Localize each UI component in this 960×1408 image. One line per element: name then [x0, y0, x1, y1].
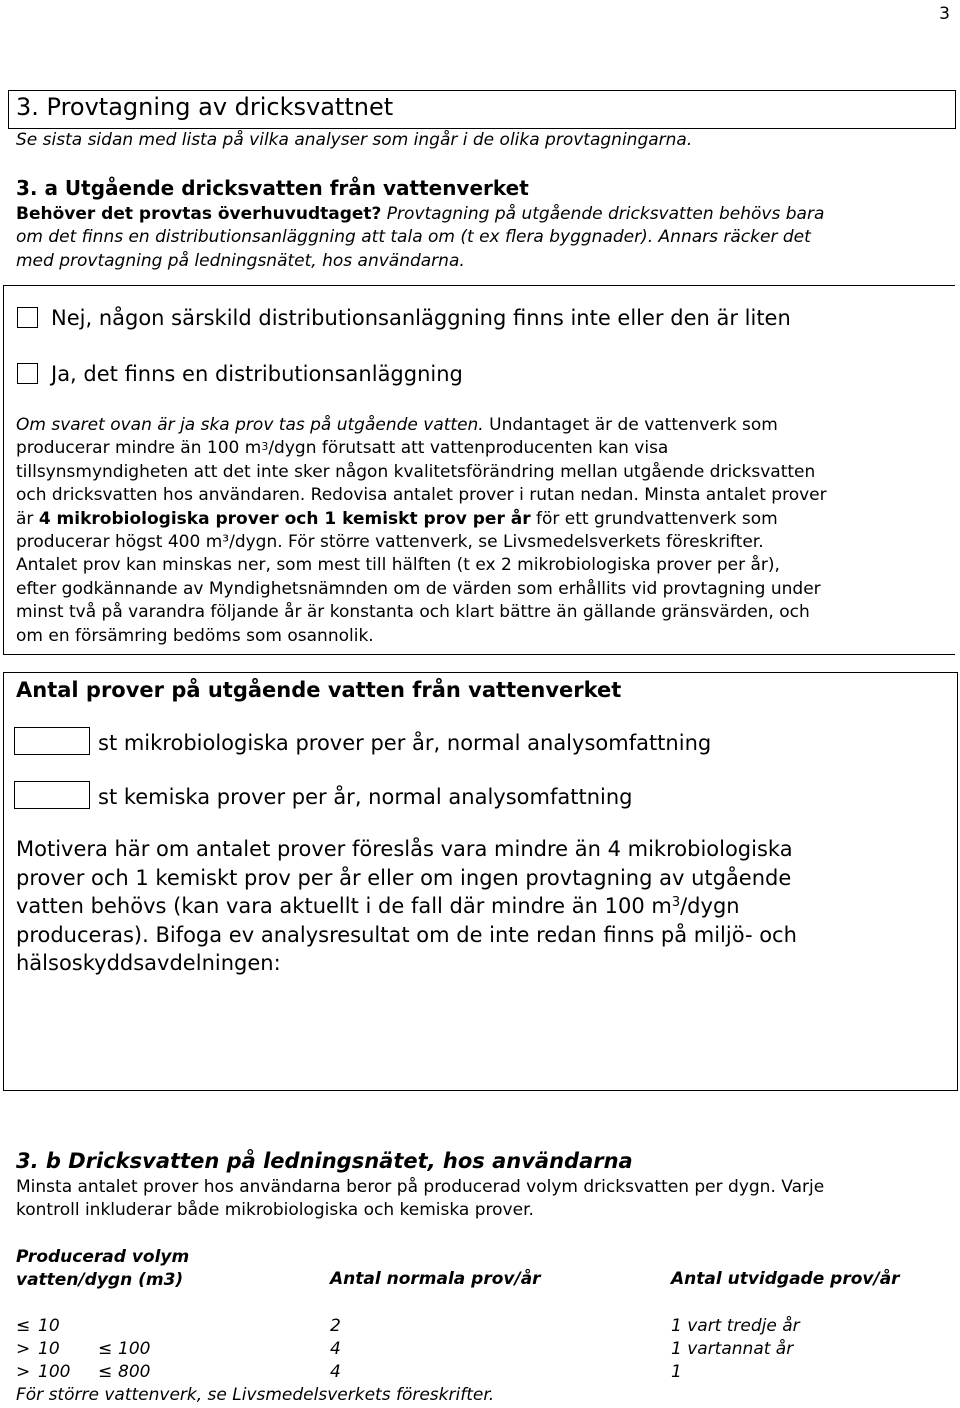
- info-line-1b: Undantaget är de vattenverk som: [483, 415, 778, 435]
- motivera-line-3-sup: 3: [671, 895, 681, 910]
- header-volym-line-2: vatten/dygn (m3): [16, 1270, 184, 1290]
- option-nej-label: Nej, någon särskild distributionsanläggning finns inte eller den är liten: [51, 306, 791, 330]
- table-body: [16, 1316, 946, 1386]
- motivera-line-4: produceras). Bifoga ev analysresultat om de inte redan finns på miljö- och: [16, 922, 797, 947]
- info-line-4b: Redovisa antalet prover i rutan nedan.: [305, 485, 639, 506]
- kemi-label: st kemiska prover per år, normal analysomfattning: [98, 785, 633, 809]
- table-header-normala: Antal normala prov/år: [330, 1269, 541, 1289]
- section-3b-line-1: Minsta antalet prover hos användarna beror på producerad volym dricksvatten per dygn. Varje: [16, 1177, 825, 1197]
- antal-prover-title: Antal prover på utgående vatten från vattenverket: [16, 678, 622, 702]
- row-2-utvidgade: 1: [671, 1362, 682, 1382]
- row-2-val-a: 100: [38, 1362, 71, 1382]
- row-0-op-a: ≤: [16, 1316, 31, 1336]
- row-1-op-a: >: [16, 1339, 31, 1359]
- row-2-normal: 4: [330, 1362, 341, 1382]
- info-line-2-sup: 3: [261, 440, 269, 454]
- row-1-op-b: ≤: [98, 1339, 113, 1359]
- intro-line-3: med provtagning på ledningsnätet, hos användarna.: [16, 250, 465, 271]
- intro-line-2: om det finns en distributionsanläggning att tala om (t ex flera byggnader). Annars räcker det: [16, 227, 811, 248]
- mikro-count-input[interactable]: [14, 727, 90, 755]
- section-3b-text: [16, 1176, 956, 1223]
- info-line-2b: /dygn förutsatt att vattenproducenten kan visa: [268, 438, 669, 459]
- table-header-utvidgade: Antal utvidgade prov/år: [671, 1269, 900, 1289]
- section-3-subtitle: Se sista sidan med lista på vilka analyser som ingår i de olika provtagningarna.: [16, 130, 693, 150]
- info-line-5c: för ett grundvattenverk som: [530, 508, 778, 529]
- row-0-utvidgade: 1 vart tredje år: [671, 1316, 800, 1336]
- row-2-op-a: >: [16, 1362, 31, 1382]
- table-header-volym: [16, 1246, 189, 1292]
- question-rest: Provtagning på utgående dricksvatten behövs bara: [381, 204, 825, 224]
- row-1-val-a: 10: [38, 1339, 60, 1359]
- table-footer: För större vattenverk, se Livsmedelsverkets föreskrifter.: [16, 1385, 495, 1405]
- info-line-8: efter godkännande av Myndighetsnämnden om de värden som erhållits vid provtagning under: [16, 578, 821, 599]
- motivera-text: [16, 835, 951, 978]
- question-bold: Behöver det provtas överhuvudtaget?: [16, 204, 382, 224]
- row-1-utvidgade: 1 vartannat år: [671, 1339, 794, 1359]
- mikro-label: st mikrobiologiska prover per år, normal analysomfattning: [98, 731, 712, 755]
- motivera-answer-area[interactable]: [16, 985, 946, 1080]
- info-line-6: producerar högst 400 m³/dygn. För större vattenverk, se Livsmedelsverkets föreskrifter.: [16, 532, 764, 553]
- header-volym-line-1: Producerad volym: [16, 1247, 190, 1267]
- info-line-7: Antalet prov kan minskas ner, som mest till hälften (t ex 2 mikrobiologiska prover per år),: [16, 555, 780, 576]
- motivera-line-2: prover och 1 kemiskt prov per år eller om ingen provtagning av utgående: [16, 865, 792, 890]
- motivera-line-3a: vatten behövs (kan vara aktuellt i de fall där mindre än 100 m: [16, 894, 672, 918]
- section-3-title: 3. Provtagning av dricksvattnet: [16, 93, 394, 121]
- section-3a-intro: [16, 203, 956, 273]
- row-0-val-a: 10: [38, 1316, 60, 1336]
- row-2-val-b: 800: [118, 1362, 151, 1382]
- info-line-4c: Minsta antalet prover: [638, 485, 827, 506]
- info-line-9: minst två på varandra följande år är konstanta och klart bättre än gällande gränsvärden, och: [16, 602, 810, 623]
- section-3b-line-2: kontroll inkluderar både mikrobiologiska och kemiska prover.: [16, 1200, 534, 1221]
- option-ja-label: Ja, det finns en distributionsanläggning: [51, 362, 463, 386]
- motivera-line-5: hälsoskyddsavdelningen:: [16, 951, 281, 975]
- row-2-op-b: ≤: [98, 1362, 113, 1382]
- info-line-1a: Om svaret ovan är ja ska prov tas på utgående vatten.: [16, 415, 484, 435]
- info-line-10: om en försämring bedöms som osannolik.: [16, 625, 374, 646]
- info-line-5a: är: [16, 508, 39, 529]
- section-3b-title: 3. b Dricksvatten på ledningsnätet, hos användarna: [16, 1149, 633, 1173]
- checkbox-nej[interactable]: [17, 307, 38, 328]
- info-line-5-bold: 4 mikrobiologiska prover och 1 kemiskt prov per år: [38, 508, 531, 529]
- info-line-3: tillsynsmyndigheten att det inte sker någon kvalitetsförändring mellan utgående dricksvatten: [16, 461, 816, 482]
- motivera-line-1: Motivera här om antalet prover föreslås vara mindre än 4 mikrobiologiska: [16, 837, 793, 861]
- checkbox-ja[interactable]: [17, 363, 38, 384]
- info-line-4a: och dricksvatten hos användaren.: [16, 485, 306, 506]
- info-text: [16, 414, 956, 648]
- section-3a-title: 3. a Utgående dricksvatten från vattenverket: [16, 176, 529, 200]
- page-number: 3: [939, 4, 950, 24]
- row-1-val-b: 100: [118, 1339, 151, 1359]
- kemi-count-input[interactable]: [14, 781, 90, 809]
- row-0-normal: 2: [330, 1316, 341, 1336]
- info-line-2a: producerar mindre än 100 m: [16, 438, 262, 459]
- row-1-normal: 4: [330, 1339, 341, 1359]
- motivera-line-3b: /dygn: [680, 894, 740, 918]
